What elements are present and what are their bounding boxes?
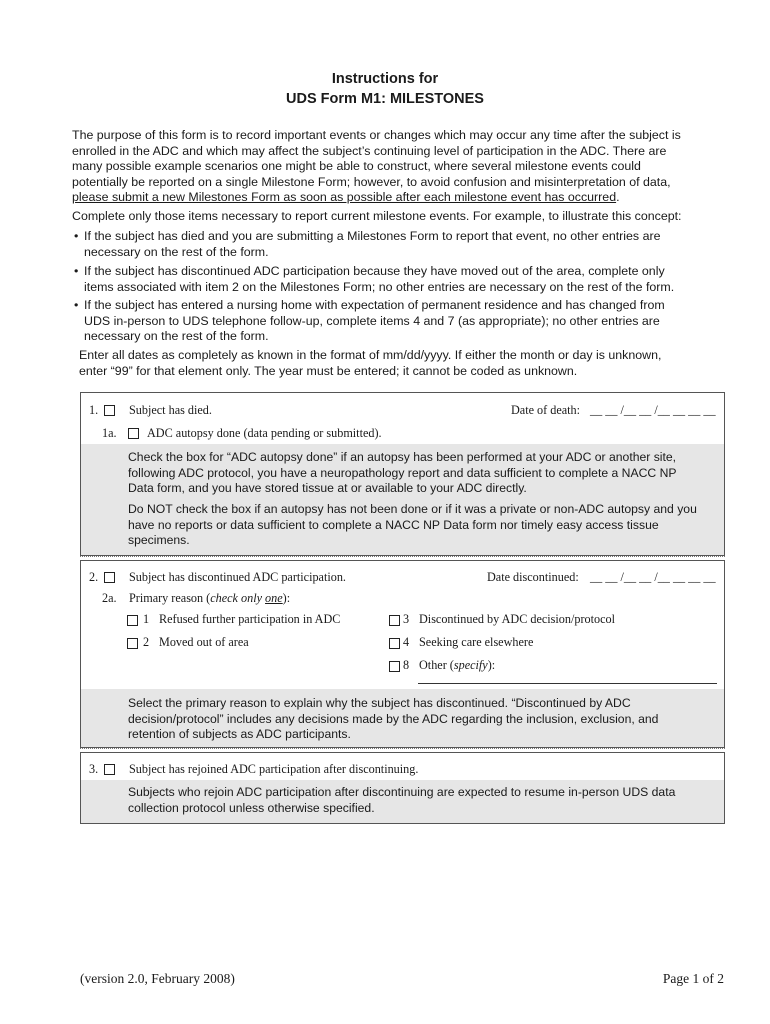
reason-1-label: Refused further participation in ADC <box>159 612 341 626</box>
bullet-dot: • <box>74 298 79 312</box>
bullet-dot: • <box>74 264 79 278</box>
reason-3-checkbox[interactable] <box>389 615 400 626</box>
intro-complete-only: Complete only those items necessary to report current milestone events. For example, to illustrate this concept: <box>72 209 682 223</box>
item-2-instructions: Select the primary reason to explain why the subject has discontinued. “Discontinued by ADC decision/protocol” includes any decisions made by the ADC regarding the inclusion, exclusion, and retention of subjects as ADC participants. <box>81 689 724 747</box>
title-line-1: Instructions for <box>331 71 439 87</box>
reason-3-label: Discontinued by ADC decision/protocol <box>419 612 615 626</box>
bullet-item: • If the subject has discontinued ADC participation because they have moved out of the area, complete only items associated with item 2 on the Milestones Form; no other entries are necessary on the rest of the form. <box>74 264 675 294</box>
intro-line: many possible example scenarios one might be able to construct, where several milestone events could <box>72 159 641 173</box>
item-3-label: Subject has rejoined ADC participation after discontinuing. <box>129 762 419 776</box>
reason-2-label: Moved out of area <box>159 635 249 649</box>
divider <box>80 556 725 557</box>
item-1-number: 1. <box>89 403 99 417</box>
date-discontinued-blank[interactable]: __ __ /__ __ /__ __ __ __ <box>590 570 716 584</box>
reason-3-code: 3 <box>403 612 410 626</box>
intro-line: enrolled in the ADC and which may affect the subject’s continuing level of participation in the ADC. There are <box>72 143 667 158</box>
intro-line: potentially be reported on a single Milestone Form; however, to avoid confusion and misinterpretation of data, <box>72 174 671 189</box>
date-of-death-blank[interactable]: __ __ /__ __ /__ __ __ __ <box>590 403 716 417</box>
item-1a-label: ADC autopsy done (data pending or submitted). <box>147 426 382 440</box>
item-2-number: 2. <box>89 570 99 584</box>
item-1a-checkbox[interactable] <box>128 428 139 439</box>
bullet-dot: • <box>74 229 79 243</box>
footer-page-number: Page 1 of 2 <box>662 971 724 986</box>
item-3-box <box>80 752 725 824</box>
item-1-instructions: Check the box for “ADC autopsy done” if an autopsy has been performed at your ADC or another site, following ADC protocol, you have a neuropathology report and data sufficient to complete a NACC NP Data form, and you have stored tissue at or available to your ADC directly. Do NOT check the box if an autopsy has not been done or if it was a private or non-ADC autopsy and you have no reports or data sufficient to complete a NACC NP Data form nor timely easy access tissue specimens. <box>81 444 724 555</box>
reason-2-checkbox[interactable] <box>127 638 138 649</box>
reason-1-code: 1 <box>143 612 150 626</box>
bullet-item: • If the subject has entered a nursing home with expectation of permanent residence and has changed from UDS in-person to UDS telephone follow-up, complete items 4 and 7 (as appropriate); no other entries are necessary on the rest of the form. <box>74 298 665 343</box>
item-1-box <box>80 392 725 556</box>
item-1-checkbox[interactable] <box>104 405 115 416</box>
dates-instruction: Enter all dates as completely as known in the format of mm/dd/yyyy. If either the month or day is unknown, <box>79 348 662 362</box>
reason-4-checkbox[interactable] <box>389 638 400 649</box>
item-3-instructions: Subjects who rejoin ADC participation after discontinuing are expected to resume in-person UDS data collection protocol unless otherwise specified. <box>81 780 724 823</box>
date-of-death-label: Date of death: <box>511 403 581 417</box>
item-3-number: 3. <box>89 762 99 776</box>
reason-4-code: 4 <box>403 635 410 649</box>
title-line-2: UDS Form M1: MILESTONES <box>286 91 484 107</box>
bullet-item: • If the subject has died and you are submitting a Milestones Form to report that event, no other entries are necessary on the rest of the form. <box>74 229 661 259</box>
intro-line: The purpose of this form is to record important events or changes which may occur any time after the subject is <box>72 128 681 142</box>
item-2-box <box>80 560 725 748</box>
footer-version: (version 2.0, February 2008) <box>80 971 235 986</box>
item-1a-number: 1a. <box>102 426 117 440</box>
reason-1-checkbox[interactable] <box>127 615 138 626</box>
reason-8-checkbox[interactable] <box>389 661 400 672</box>
item-1-label: Subject has died. <box>129 403 212 417</box>
item-2a-label: Primary reason (check only one): <box>129 591 291 605</box>
item-2-checkbox[interactable] <box>104 572 115 583</box>
other-specify-line[interactable] <box>418 683 717 684</box>
reason-2-code: 2 <box>143 635 150 649</box>
item-3-checkbox[interactable] <box>104 764 115 775</box>
divider <box>80 748 725 749</box>
reason-4-label: Seeking care elsewhere <box>419 635 534 649</box>
date-discontinued-label: Date discontinued: <box>487 570 579 584</box>
item-2a-number: 2a. <box>102 591 117 605</box>
item-2-label: Subject has discontinued ADC participation. <box>129 570 346 584</box>
reason-8-code: 8 <box>403 658 410 672</box>
intro-line-underlined: please submit a new Milestones Form as soon as possible after each milestone event has occurred. <box>72 190 620 204</box>
reason-8-label: Other (specify): <box>419 658 496 672</box>
dates-instruction: enter “99” for that element only. The year must be entered; it cannot be coded as unknown. <box>79 363 578 378</box>
